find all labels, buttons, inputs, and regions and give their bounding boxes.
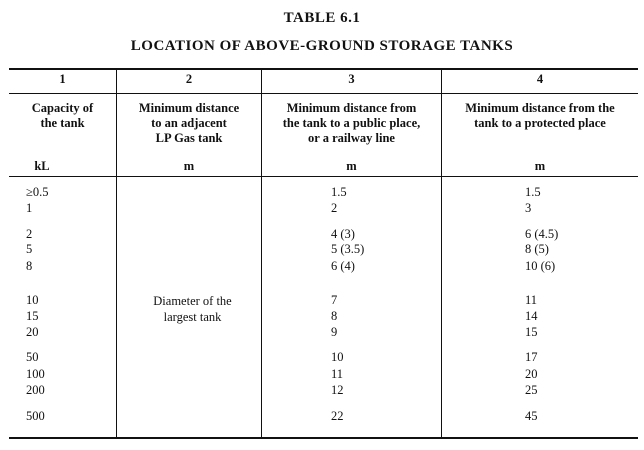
cell-protected: 14 [525,309,538,323]
cell-public: 22 [331,409,344,423]
cell-capacity: 20 [26,325,39,339]
cell-protected: 25 [525,383,538,397]
cell-capacity: 2 [26,227,33,241]
merged-cell-diameter: Diameter of the largest tank [153,294,232,324]
cell-protected: 6 (4.5) [525,227,559,241]
column-number-2: 2 [185,72,193,86]
cell-capacity: 10 [26,293,39,307]
column-header-public-place: Minimum distance from the tank to a public place, or a railway line [282,101,421,145]
cell-capacity: 8 [26,259,33,273]
cell-protected: 11 [525,293,538,307]
column-number-3: 3 [348,72,355,86]
cell-public: 1.5 [331,185,347,199]
cell-capacity: 15 [26,309,39,323]
cell-public: 11 [331,367,344,381]
unit-adjacent-tank: m [183,159,195,173]
table-title: LOCATION OF ABOVE-GROUND STORAGE TANKS [130,38,514,54]
unit-capacity: kL [34,159,50,173]
cell-capacity: 5 [26,242,33,256]
cell-capacity: 200 [26,383,45,397]
cell-protected: 20 [525,367,538,381]
cell-capacity: 50 [26,350,39,364]
cell-protected: 10 (6) [525,259,556,273]
cell-capacity: 500 [26,409,45,423]
header-bottom-rule [9,176,638,177]
cell-public: 8 [331,309,338,323]
column-header-protected-place: Minimum distance from the tank to a protected place [465,101,615,130]
cell-protected: 8 (5) [525,242,549,256]
column-header-capacity: Capacity of the tank [31,101,94,130]
cell-capacity: 1 [26,201,33,215]
cell-public: 6 (4) [331,259,355,273]
cell-public: 10 [331,350,344,364]
top-rule [9,68,638,70]
cell-public: 9 [331,325,338,339]
column-number-4: 4 [536,72,544,86]
unit-public-place: m [346,159,357,173]
cell-public: 5 (3.5) [331,242,365,256]
table-number: TABLE 6.1 [283,10,361,26]
unit-protected-place: m [534,159,546,173]
cell-public: 7 [331,293,338,307]
cell-protected: 15 [525,325,538,339]
cell-capacity: 100 [26,367,45,381]
cell-public: 2 [331,201,338,215]
cell-public: 12 [331,383,344,397]
cell-protected: 17 [525,350,538,364]
bottom-rule [9,437,638,439]
cell-protected: 45 [525,409,538,423]
cell-protected: 3 [525,201,532,215]
column-number-1: 1 [59,72,66,86]
cell-capacity: ≥0.5 [26,185,49,199]
column-number-rule [9,93,638,94]
cell-public: 4 (3) [331,227,355,241]
cell-protected: 1.5 [525,185,541,199]
column-header-adjacent-tank: Minimum distance to an adjacent LP Gas tank [138,101,240,145]
